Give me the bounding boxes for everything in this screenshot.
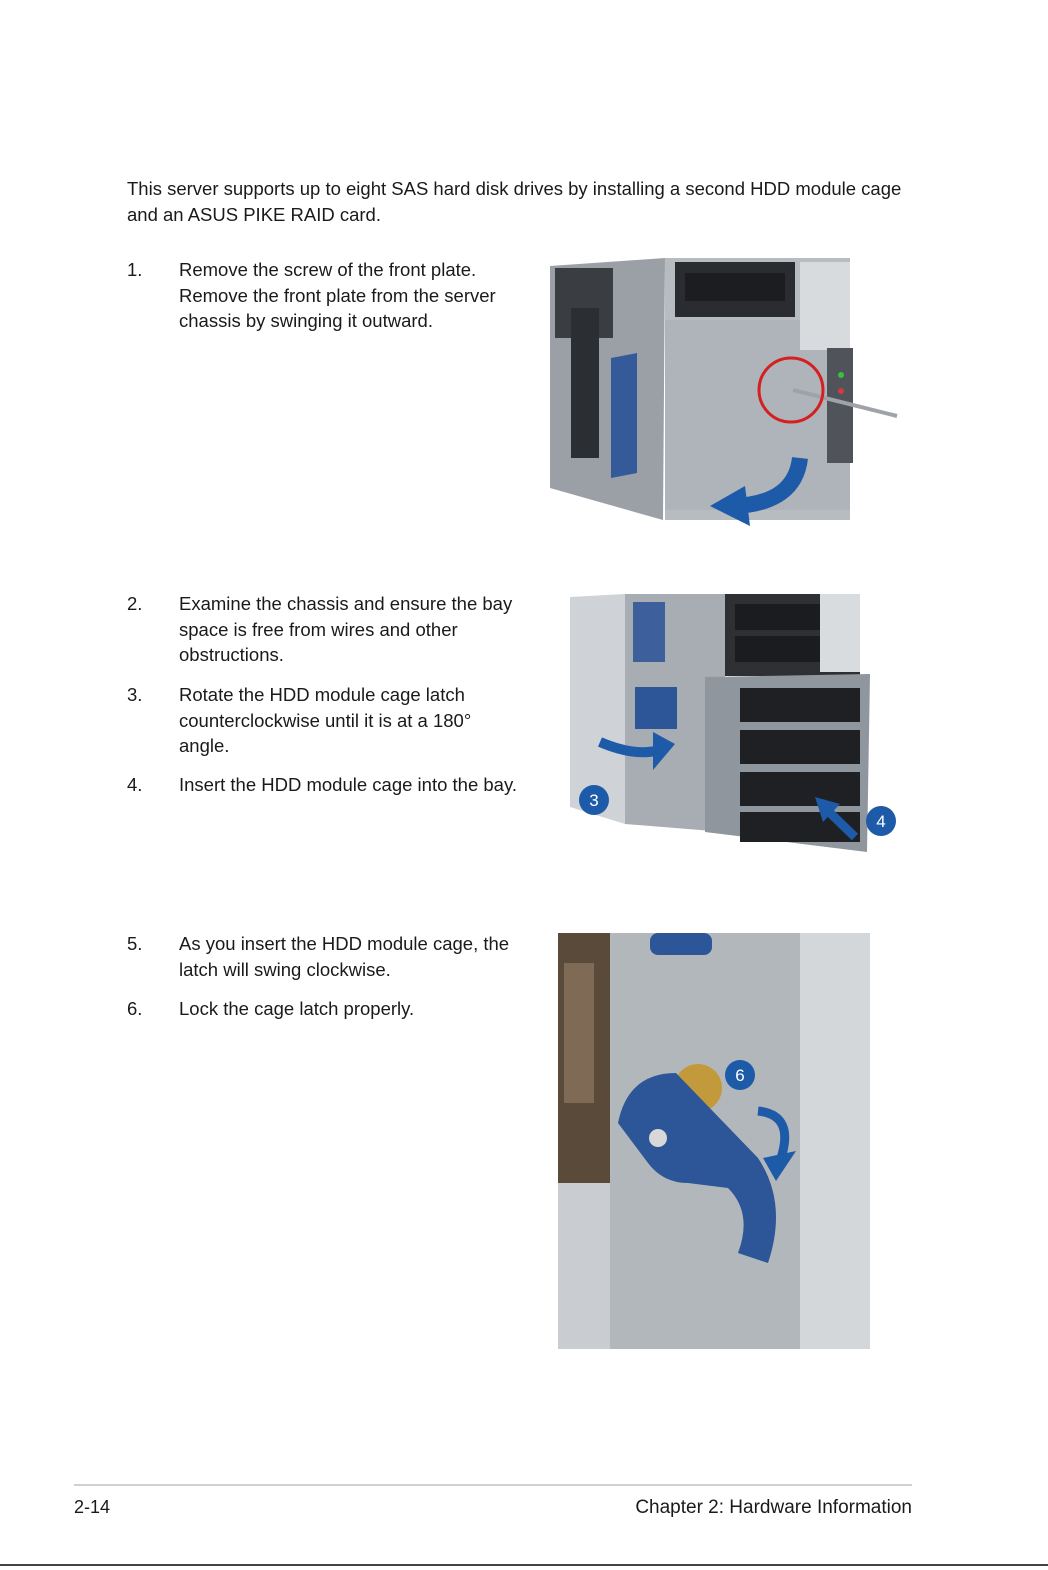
step-number: 6. xyxy=(127,998,143,1019)
step-text: Insert the HDD module cage into the bay. xyxy=(179,774,517,795)
page-number: 2-14 xyxy=(74,1497,111,1517)
callout-4-label: 4 xyxy=(876,812,886,831)
step-text: Lock the cage latch properly. xyxy=(179,998,415,1019)
step-1 xyxy=(127,257,517,334)
step-text: Examine the chassis and ensure the bay space is free from wires and other obstructions. xyxy=(179,593,513,665)
step-2 xyxy=(127,591,517,668)
step-text: Rotate the HDD module cage latch counterclockwise until it is at a 180° angle. xyxy=(179,684,472,756)
step-number: 4. xyxy=(127,774,143,795)
step-number: 5. xyxy=(127,933,143,954)
step-number: 1. xyxy=(127,259,143,280)
step-4 xyxy=(127,772,517,798)
step-3 xyxy=(127,682,517,759)
callout-6-label: 6 xyxy=(735,1066,745,1085)
front-plate-removal-photo xyxy=(545,258,900,530)
step-number: 3. xyxy=(127,684,143,705)
step-6 xyxy=(127,996,517,1022)
footer-divider xyxy=(74,1484,912,1486)
chapter-title: Chapter 2: Hardware Information xyxy=(635,1497,912,1518)
step-number: 2. xyxy=(127,593,143,614)
callout-3-label: 3 xyxy=(589,791,599,810)
step-5 xyxy=(127,931,517,982)
page-bottom-edge xyxy=(0,1564,1048,1566)
hdd-cage-insertion-photo xyxy=(565,592,905,857)
step-text: Remove the screw of the front plate. Remove the front plate from the server chassis by swinging it outward. xyxy=(179,259,496,331)
step-text: As you insert the HDD module cage, the latch will swing clockwise. xyxy=(179,933,510,980)
cage-latch-lock-photo xyxy=(558,933,870,1349)
intro-paragraph: This server supports up to eight SAS hard disk drives by installing a second HDD module cage and an ASUS PIKE RAID card. xyxy=(127,178,902,225)
